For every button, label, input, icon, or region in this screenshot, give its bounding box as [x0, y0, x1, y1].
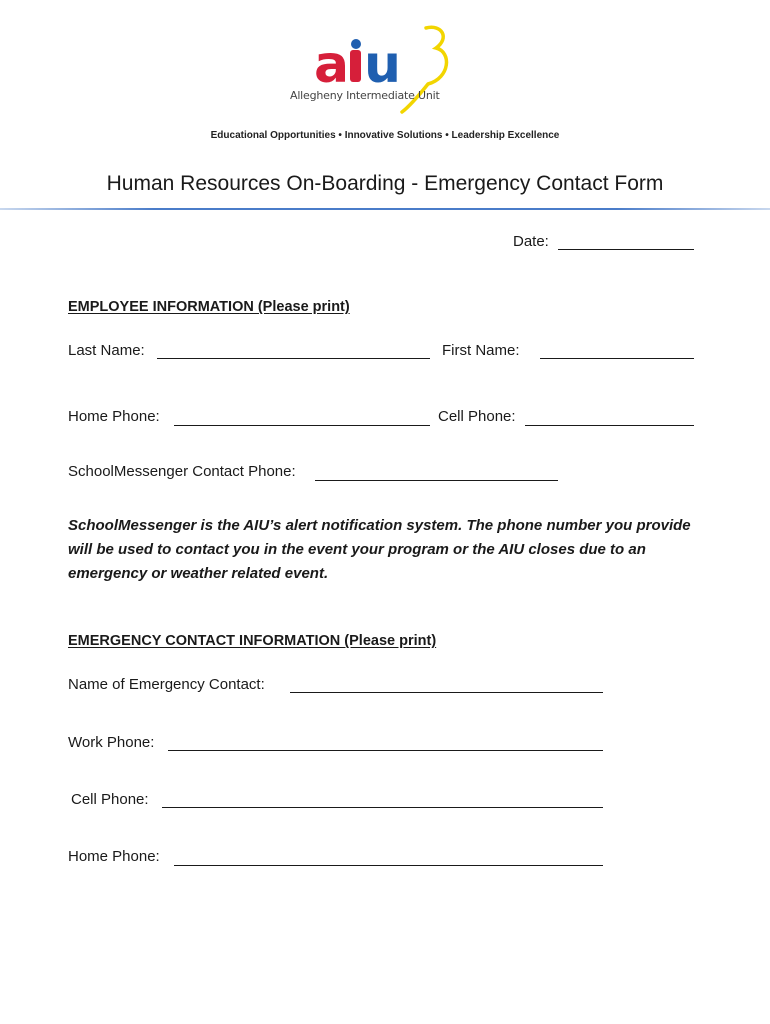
logo-u: u [364, 35, 402, 95]
home-phone-field[interactable] [174, 425, 430, 426]
emergency-cell-phone-label: Cell Phone: [71, 791, 149, 808]
emergency-contact-name-field[interactable] [290, 692, 603, 693]
logo-i-dot [351, 39, 361, 49]
schoolmessenger-notice: SchoolMessenger is the AIU’s alert notification system. The phone number you provide will be used to contact you in the event your program or the AIU closes due to an emergency or weather related event. [68, 517, 691, 582]
emergency-home-phone-label: Home Phone: [68, 848, 160, 865]
emergency-home-phone-field[interactable] [174, 865, 603, 866]
last-name-field[interactable] [157, 358, 430, 359]
emergency-cell-phone-field[interactable] [162, 807, 603, 808]
emergency-contact-name-label: Name of Emergency Contact: [68, 676, 265, 693]
aiu-logo [290, 22, 460, 117]
logo-i-stem [350, 50, 361, 82]
employee-section-heading: EMPLOYEE INFORMATION (Please print) [68, 299, 350, 315]
title-divider [0, 208, 770, 210]
logo-subtitle: Allegheny Intermediate Unit [290, 89, 440, 102]
cell-phone-label: Cell Phone: [438, 408, 516, 425]
emergency-section-heading: EMERGENCY CONTACT INFORMATION (Please print) [68, 633, 437, 649]
cell-phone-field[interactable] [525, 425, 694, 426]
first-name-label: First Name: [442, 342, 520, 359]
first-name-field[interactable] [540, 358, 694, 359]
schoolmessenger-phone-field[interactable] [315, 480, 558, 481]
tagline: Educational Opportunities • Innovative Solutions • Leadership Excellence [210, 130, 560, 141]
page-title: Human Resources On-Boarding - Emergency Contact Form [106, 172, 664, 195]
emergency-work-phone-field[interactable] [168, 750, 603, 751]
home-phone-label: Home Phone: [68, 408, 160, 425]
logo-a: a [314, 35, 350, 95]
date-field[interactable] [558, 249, 694, 250]
schoolmessenger-phone-label: SchoolMessenger Contact Phone: [68, 463, 296, 480]
last-name-label: Last Name: [68, 342, 145, 359]
date-label: Date: [513, 233, 549, 250]
emergency-work-phone-label: Work Phone: [68, 734, 155, 751]
